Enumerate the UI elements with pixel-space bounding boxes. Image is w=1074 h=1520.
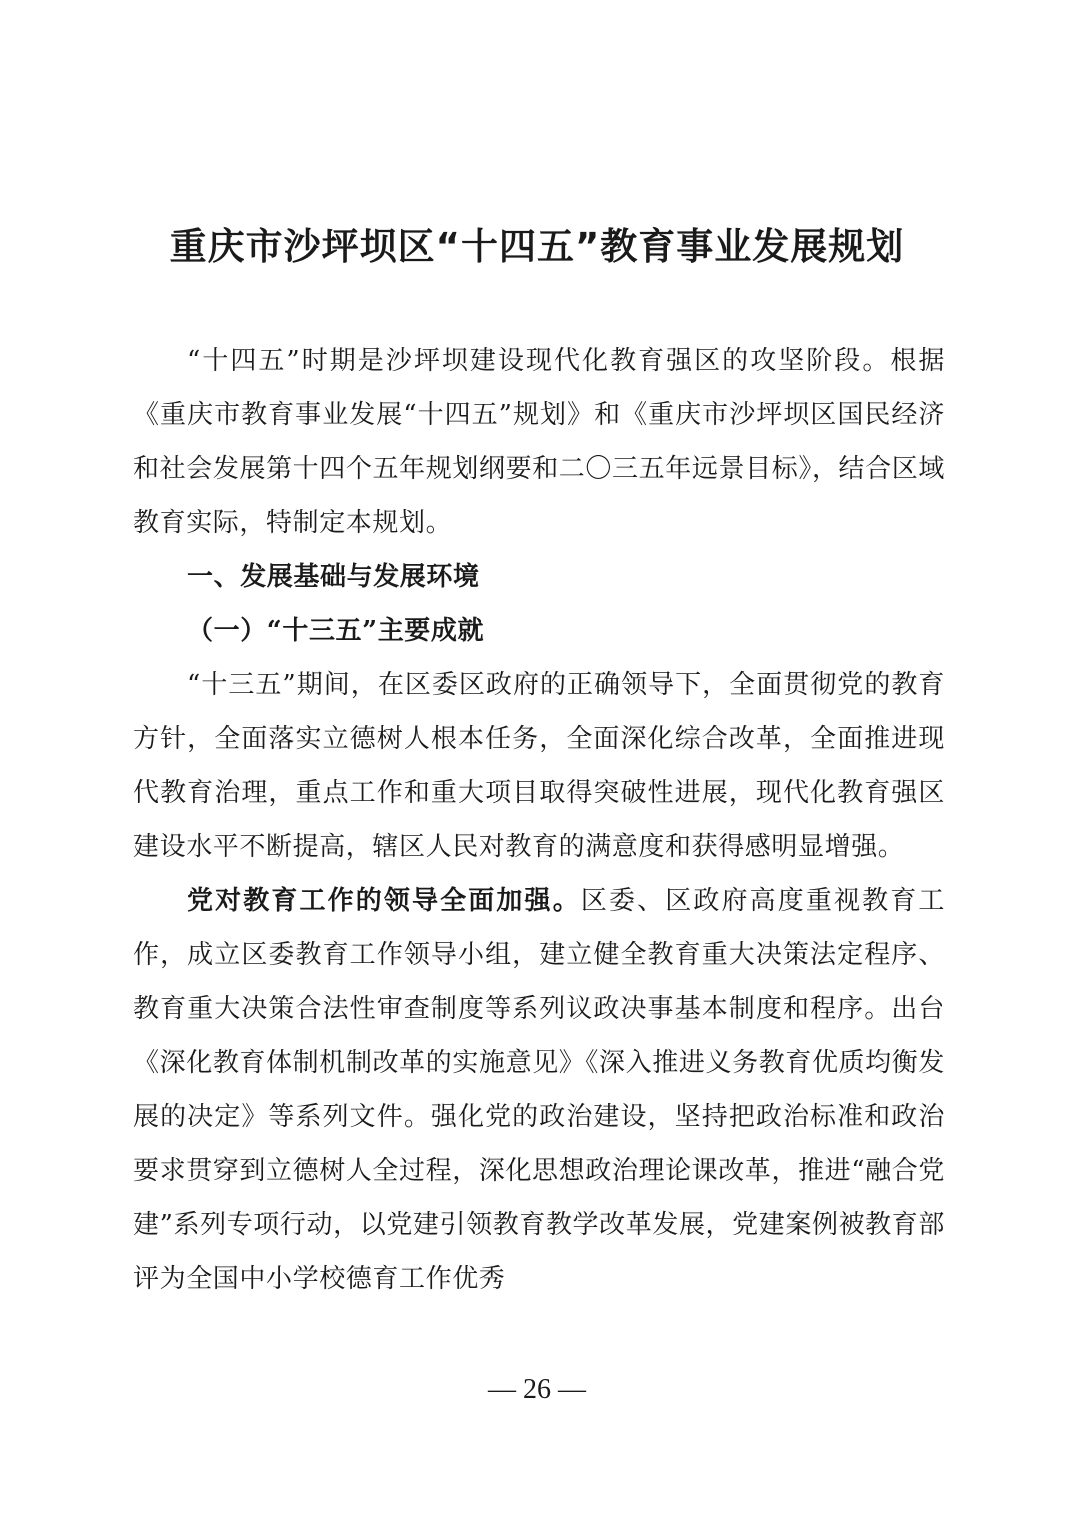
document-title: 重庆市沙坪坝区“十四五”教育事业发展规划 <box>169 225 905 268</box>
paragraph-text: 区委、区政府高度重视教育工作，成立区委教育工作领导小组，建立健全教育重大决策法定程序、教育重大决策合法性审查制度等系列议政决事基本制度和程序。出台《深化教育体制机制改革的实施意见》《深入推进义务教育优质均衡发展的决定》等系列文件。强化党的政治建设，坚持把政治标准和政治要求贯穿到立德树人全过程，深化思想政治理论课改革，推进“融合党建”系列专项行动，以党建引领教育教学改革发展，党建案例被教育部评为全国中小学校德育工作优秀 <box>133 886 945 1294</box>
achievements-paragraph: “十三五”期间，在区委区政府的正确领导下，全面贯彻党的教育方针，全面落实立德树人根本任务，全面深化综合改革，全面推进现代教育治理，重点工作和重大项目取得突破性进展，现代化教育强区建设水平不断提高，辖区人民对教育的满意度和获得感明显增强。 <box>133 670 945 862</box>
paragraph-lead: 党对教育工作的领导全面加强。 <box>187 886 581 916</box>
party-leadership-paragraph <box>133 874 945 1306</box>
section-heading: 一、发展基础与发展环境 <box>187 562 480 592</box>
document-body <box>133 334 945 1306</box>
subsection-heading: （一）“十三五”主要成就 <box>187 616 485 646</box>
intro-paragraph: “十四五”时期是沙坪坝建设现代化教育强区的攻坚阶段。根据《重庆市教育事业发展“十四五”规划》和《重庆市沙坪坝区国民经济和社会发展第十四个五年规划纲要和二〇三五年远景目标》，结合区域教育实际，特制定本规划。 <box>133 346 945 538</box>
page-number: — 26 — <box>488 1374 586 1405</box>
